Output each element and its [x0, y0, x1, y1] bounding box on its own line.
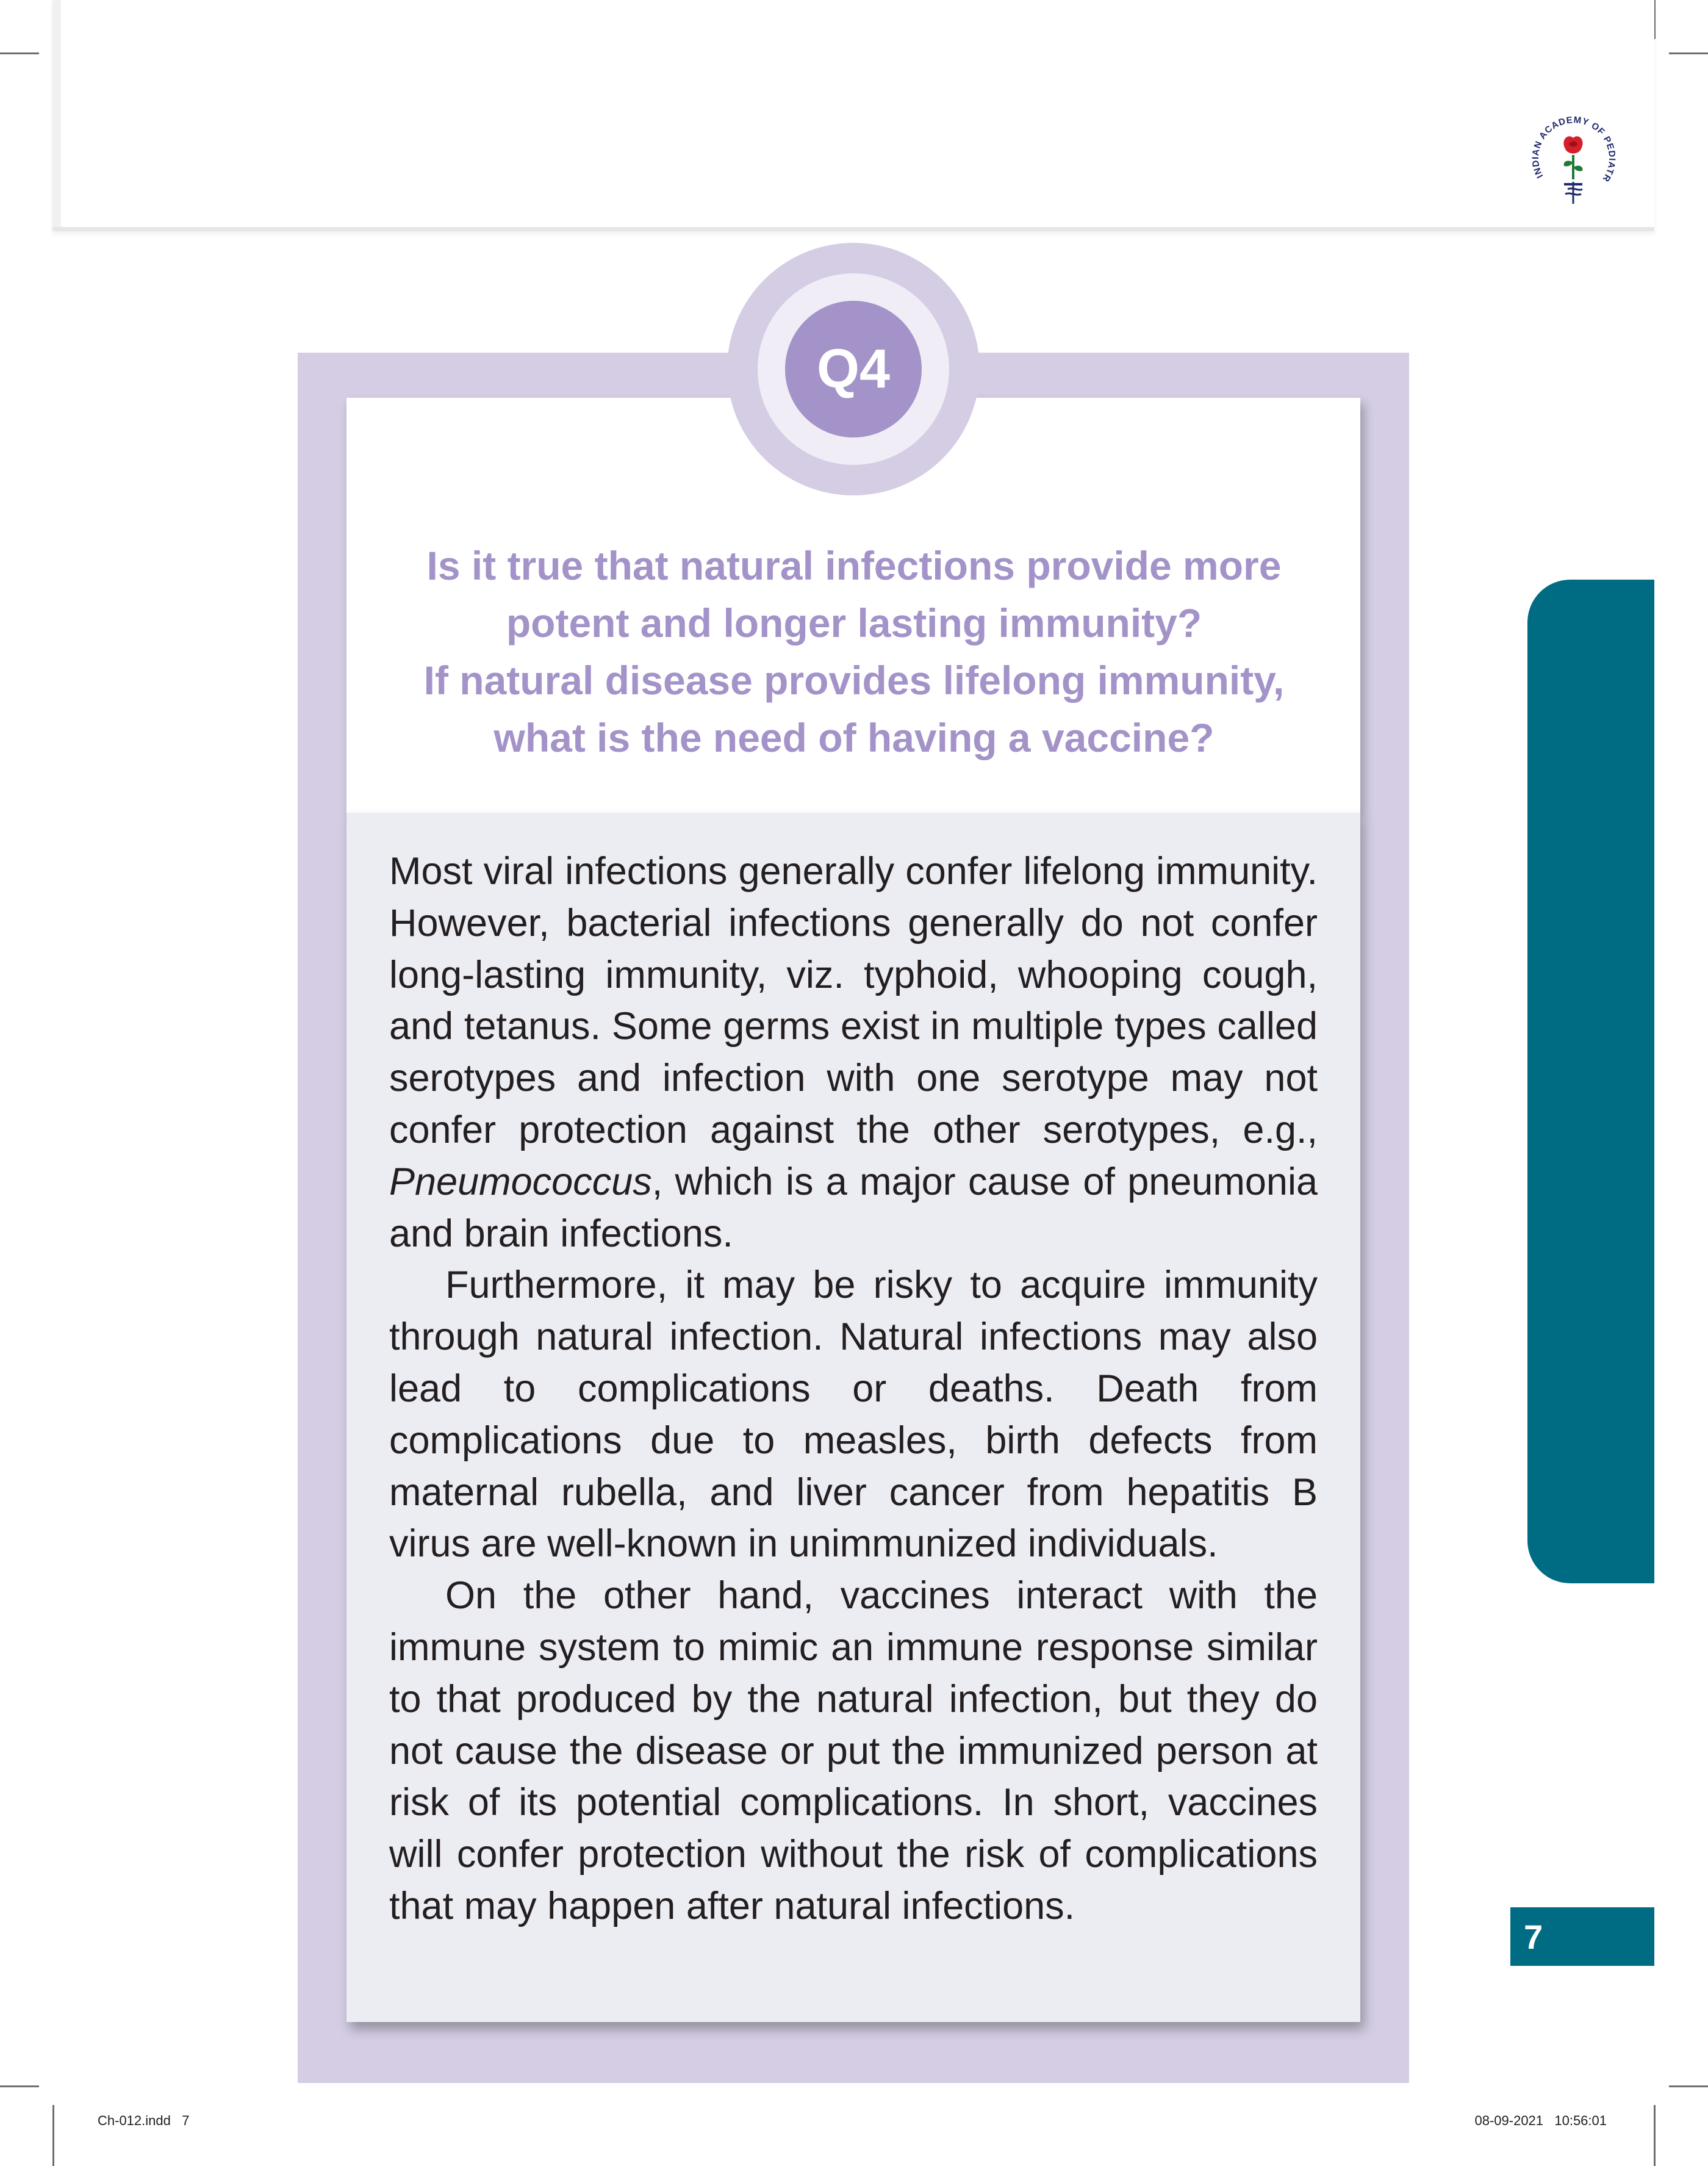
crop-mark [1654, 2105, 1656, 2166]
answer-p1-italic: Pneumococcus [389, 1160, 652, 1203]
logo-text: INDIAN ACADEMY OF PEDIATR [1530, 115, 1618, 184]
answer-text [389, 846, 1318, 1932]
header-band-edge [52, 0, 61, 227]
question-line: potent and longer lasting immunity? [506, 600, 1202, 646]
question-badge: Q4 [785, 301, 922, 437]
answer-p1-text-end: , which is a major cause of pneumonia and brain infections. [389, 1160, 1318, 1255]
iap-logo [1527, 106, 1619, 216]
crop-mark [1669, 52, 1708, 54]
answer-paragraph-1 [389, 846, 1318, 1259]
chapter-side-tab [1527, 580, 1654, 1583]
header-band [52, 0, 1654, 231]
question-line: Is it true that natural infections provide more [426, 543, 1282, 588]
answer-paragraph-2: Furthermore, it may be risky to acquire immunity through natural infection. Natural infections may also lead to complications or deaths. Death from complications due to measles, birth defects from maternal rubella, and liver cancer from hepatitis B virus are well-known in unimmunized individuals. [389, 1264, 1318, 1566]
question-line: what is the need of having a vaccine? [493, 715, 1215, 760]
crop-mark [0, 2085, 39, 2087]
question-line: If natural disease provides lifelong immunity, [423, 658, 1285, 703]
crop-mark [1669, 2085, 1708, 2087]
question-heading [366, 537, 1342, 766]
answer-p1-text: Most viral infections generally confer lifelong immunity. However, bacterial infections generally do not confer long-lasting immunity, viz. typhoid, whooping cough, and tetanus. Some germs exist in multiple types called serotypes and infection with one serotype may not confer protection against the other serotypes, e.g., [389, 850, 1318, 1151]
crop-mark [0, 52, 39, 54]
page-number: 7 [1510, 1907, 1654, 1966]
slug-datetime: 08-09-2021 10:56:01 [1474, 2113, 1607, 2128]
answer-paragraph-3: On the other hand, vaccines interact with the immune system to mimic an immune response similar to that produced by the natural infection, but they do not cause the disease or put the immunized person at risk of its potential complications. In short, vaccines will confer protection without the risk of complications that may happen after natural infections. [389, 1574, 1318, 1927]
chapter-side-title: Dealing with Adverse Events Following Immunization [1453, 753, 1485, 1411]
slug-file: Ch-012.indd 7 [98, 2113, 190, 2128]
rose-emblem-icon [1563, 136, 1582, 179]
crop-mark [52, 2105, 54, 2166]
caduceus-icon [1564, 182, 1582, 204]
